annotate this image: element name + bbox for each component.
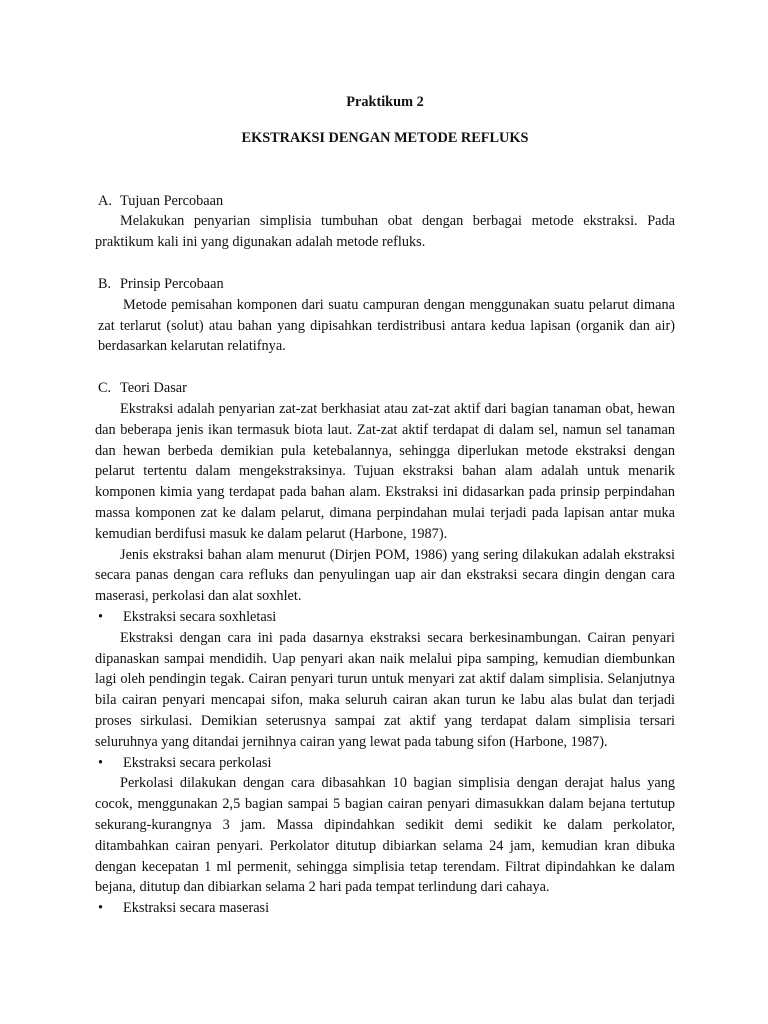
bullet-item: [95, 607, 675, 628]
bullet-title: Ekstraksi secara soxhletasi: [123, 608, 277, 625]
document-body: [95, 92, 675, 919]
section-heading-text: Prinsip Percobaan: [120, 275, 224, 292]
section-heading-text: Teori Dasar: [120, 380, 187, 397]
paragraph-block: [95, 295, 675, 357]
section-paragraph: Jenis ekstraksi bahan alam menurut (Dirjen POM, 1986) yang sering dilakukan adalah ekstraksi secara panas dengan cara refluks dan penyulingan uap air dan ekstraksi secara dingin dengan cara maserasi, perkolasi dan alat soxhlet.: [95, 546, 675, 605]
bullet-marker: •: [98, 900, 104, 917]
section-label: A.: [98, 192, 112, 209]
document-title: Praktikum 2: [346, 94, 424, 110]
bullet-marker: •: [98, 754, 104, 771]
section-prinsip-percobaan: [95, 274, 675, 357]
section-teori-dasar: [95, 378, 675, 919]
section-paragraph: Metode pemisahan komponen dari suatu campuran dengan menggunakan suatu pelarut dimana zat terlarut (solut) atau bahan yang dipisahkan terdistribusi antara kedua lapisan (organik dan air) berdasarkan kelarutan relatifnya.: [98, 296, 675, 355]
document-subtitle: EKSTRAKSI DENGAN METODE REFLUKS: [241, 129, 529, 146]
bullet-paragraph: Perkolasi dilakukan dengan cara dibasahkan 10 bagian simplisia dengan derajat halus yang cocok, menggunakan 2,5 bagian sampai 5 bagian cairan penyari dimasukkan dalam bejana tertutup sekurang-kurangnya 3 jam. Massa dipindahkan sedikit demi sedikit ke dalam perkolator, ditambahkan cairan penyari. Perkolator ditutup dibiarkan selama 24 jam, kemudian kran dibuka dengan kecepatan 1 ml permenit, sehingga simplisia tetap terendam. Filtrat dipindahkan ke dalam bejana, ditutup dan dibiarkan selama 2 hari pada tempat terlindung dari cahaya.: [95, 775, 675, 896]
section-paragraph: Ekstraksi adalah penyarian zat-zat berkhasiat atau zat-zat aktif dari bagian tanaman obat, hewan dan beberapa jenis ikan termasuk biota laut. Zat-zat aktif terdapat di dalam sel, namun sel tanaman dan hewan berbeda demikian pula ketebalannya, sehingga diperlukan metode ekstraksi dengan pelarut tertentu dalam mengekstraksinya. Tujuan ekstraksi bahan alam adalah untuk menarik komponen kimia yang terdapat pada bahan alam. Ekstraksi ini didasarkan pada prinsip perpindahan massa komponen zat ke dalam pelarut, dimana perpindahan mulai terjadi pada lapisan antar muka kemudian berdifusi masuk ke dalam pelarut (Harbone, 1987).: [95, 400, 675, 542]
section-label: C.: [98, 380, 112, 397]
section-heading-text: Tujuan Percobaan: [120, 192, 224, 209]
bullet-item: [95, 898, 675, 919]
section-label: B.: [98, 275, 112, 292]
bullet-title: Ekstraksi secara maserasi: [123, 900, 270, 917]
section-tujuan-percobaan: [95, 191, 675, 253]
section-paragraph: Melakukan penyarian simplisia tumbuhan obat dengan berbagai metode ekstraksi. Pada praktikum kali ini yang digunakan adalah metode refluks.: [95, 213, 675, 251]
section-heading: [98, 191, 675, 212]
section-heading: [98, 274, 675, 295]
bullet-marker: •: [98, 608, 104, 625]
bullet-paragraph: Ekstraksi dengan cara ini pada dasarnya ekstraksi secara berkesinambungan. Cairan penyari dipanaskan sampai mendidih. Uap penyari akan naik melalui pipa samping, kemudian diembunkan lagi oleh pendingin tegak. Cairan penyari turun untuk menyari zat aktif dalam simplisia. Selanjutnya bila cairan penyari mencapai sifon, maka seluruh cairan akan turun ke labu alas bulat dan terjadi proses sirkulasi. Demikian seterusnya sampai zat aktif yang terdapat dalam simplisia tersari seluruhnya yang ditandai jernihnya cairan yang lewat pada tabung sifon (Harbone, 1987).: [95, 629, 675, 750]
bullet-item: [95, 753, 675, 774]
section-heading: [98, 378, 675, 399]
bullet-title: Ekstraksi secara perkolasi: [123, 754, 272, 771]
